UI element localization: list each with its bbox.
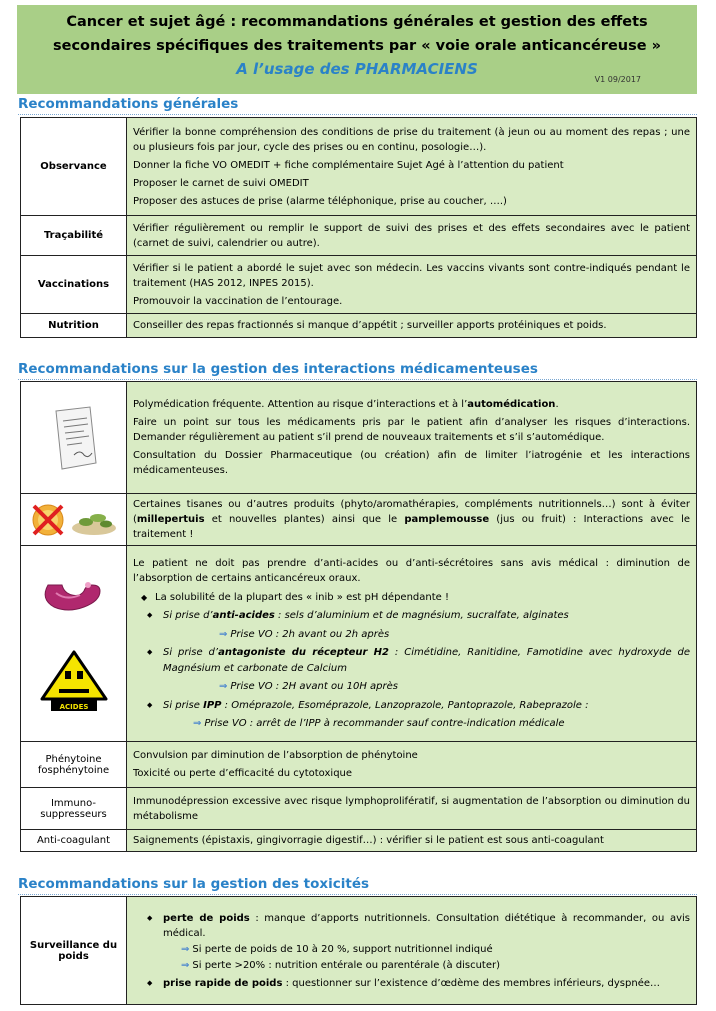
weight-arrow-1: [133, 942, 690, 957]
plants-text: [133, 497, 690, 542]
text: Si perte de poids de 10 à 20 %, support nutritionnel indiqué: [192, 943, 493, 955]
text: Polymédication fréquente. Attention au risque d’interactions et à l’: [133, 399, 468, 410]
label-immuno: [21, 788, 127, 830]
row-nutrition: [21, 314, 697, 338]
row-anticoag: [21, 830, 697, 852]
section-title-toxicities: [18, 876, 369, 892]
text: : manque d’apports nutritionnels. Consultation diététique à recommander, ou avis médical.: [163, 912, 691, 939]
label-tracabilite: Traçabilité: [21, 216, 127, 256]
row-immuno: [21, 788, 697, 830]
nutrition-item: Conseiller des repas fractionnés si manque d’appétit ; surveiller apports protéiniques et poids.: [133, 320, 607, 331]
antacids-arrow-2: [133, 679, 690, 695]
bold-text: millepertuis: [136, 514, 205, 525]
content-tracabilite: [127, 216, 697, 256]
content-plants: [127, 494, 697, 546]
antacids-cell: [21, 546, 127, 742]
antacids-bullet-1: [133, 608, 690, 624]
stomach-icon: [34, 575, 114, 615]
bold-text: antagoniste du récepteur H2: [218, 647, 390, 658]
double-arrow-icon: ⇒: [219, 681, 228, 692]
interactions-table: [20, 381, 697, 852]
content-vaccinations: [127, 256, 697, 314]
row-observance: [21, 118, 697, 216]
label-observance: Observance: [21, 118, 127, 216]
acid-warning-icon: [39, 649, 109, 713]
title-line-1: Cancer et sujet âgé : recommandations générales et gestion des effets: [66, 14, 648, 30]
section-title-text: Recommandations sur la gestion des toxicités: [18, 876, 370, 892]
weight-arrow-2: [133, 958, 690, 973]
text: : questionner sur l’existence d’œdème des membres inférieurs, dyspnée…: [282, 977, 660, 989]
text: Si prise d’: [163, 647, 219, 658]
label-line: fosphénytoine: [37, 764, 110, 776]
section-underline: [18, 894, 697, 895]
double-arrow-icon: ⇒: [219, 628, 228, 640]
row-plants: [21, 494, 697, 546]
label-weight: [21, 897, 127, 1005]
antacids-bullet-3: [133, 698, 690, 714]
row-polymedication: [21, 382, 697, 494]
content-nutrition: [127, 314, 697, 338]
section-title-general: [18, 96, 238, 112]
polymedication-p3: Consultation du Dossier Pharmaceutique (ou création) afin de limiter l’iatrogénie et les interactions médicamenteuses.: [133, 450, 690, 476]
text: : Oméprazole, Esoméprazole, Lanzoprazole, Pantoprazole, Rabeprazole :: [221, 699, 589, 711]
text: .: [555, 399, 559, 410]
section-underline: [18, 379, 697, 380]
bold-text: automédication: [467, 399, 556, 410]
text: : Cimétidine, Ranitidine, Famotidine avec hydroxyde de Magnésium et carbonate de Calcium: [163, 647, 691, 674]
double-arrow-icon: ⇒: [181, 959, 190, 971]
double-arrow-icon: ⇒: [181, 943, 190, 955]
content-antacids: [127, 546, 697, 742]
text: Prise VO : 2h avant ou 2h après: [230, 628, 390, 640]
antacids-arrow-3: [133, 716, 690, 732]
no-herbal-products-icon: [26, 500, 122, 540]
section-title-text: Recommandations générales: [18, 96, 239, 112]
tracabilite-item: Vérifier régulièrement ou remplir le support de suivi des prises et des effets secondaires avec le patient (carnet de suivi, calendrier ou autre).: [133, 222, 690, 249]
weight-loss: [133, 911, 690, 941]
text: : sels d’aluminium et de magnésium, sucralfate, alginates: [274, 610, 569, 621]
prescription-cell: [21, 382, 127, 494]
observance-item: Proposer le carnet de suivi OMEDIT: [133, 177, 309, 189]
text: Si prise d’: [163, 610, 213, 621]
weight-gain: [133, 976, 690, 991]
double-arrow-icon: ⇒: [193, 718, 202, 729]
content-anticoag: [127, 830, 697, 852]
bold-text: anti-acides: [212, 610, 275, 621]
text: et nouvelles plantes) ainsi que le: [204, 514, 405, 525]
antacids-arrow-1: [133, 627, 690, 643]
content-polymedication: [127, 382, 697, 494]
polymedication-p1: [133, 397, 690, 412]
polymedication-p2: Faire un point sur tous les médicaments pris par le patient afin d’analyser les risques d’interactions. Demander régulièrement au patient s’il prend de nouveaux traitements et s’il s’automédique.: [133, 417, 690, 443]
label-phenytoine: [21, 742, 127, 788]
label-line: suppresseurs: [40, 808, 107, 820]
bold-text: IPP: [203, 699, 222, 711]
title-line-2: secondaires spécifiques des traitements par « voie orale anticancéreuse »: [52, 38, 661, 54]
row-tracabilite: [21, 216, 697, 256]
label-line: Surveillance du: [29, 939, 118, 951]
toxicities-table: [20, 896, 697, 1005]
row-phenytoine: [21, 742, 697, 788]
text: Certaines tisanes ou d’autres produits (phyto/aromathérapies, compléments nutritionnels…) sont à éviter (: [133, 499, 690, 525]
acid-sign-text: ACIDES: [59, 702, 88, 711]
content-observance: [127, 118, 697, 216]
section-title-text: Recommandations sur la gestion des interactions médicamenteuses: [18, 361, 538, 377]
general-table: [20, 117, 697, 338]
phenytoine-item: Toxicité ou perte d’efficacité du cytotoxique: [133, 768, 353, 779]
document-header: [17, 5, 697, 94]
row-vaccinations: [21, 256, 697, 314]
label-line: Phénytoine: [45, 753, 102, 765]
text: Si prise: [163, 699, 204, 711]
text: Prise VO : arrêt de l’IPP à recommander sauf contre-indication médicale: [204, 718, 565, 729]
bold-text: perte de poids: [163, 912, 250, 924]
row-weight: [21, 897, 697, 1005]
label-vaccinations: Vaccinations: [21, 256, 127, 314]
observance-item: Donner la fiche VO OMEDIT + fiche complémentaire Sujet Agé à l’attention du patient: [133, 159, 564, 171]
label-line: Immuno-: [50, 797, 97, 809]
observance-item: Proposer des astuces de prise (alarme téléphonique, prise au coucher, ….): [133, 195, 507, 207]
label-anticoag: Anti-coagulant: [21, 830, 127, 852]
anticoag-text: Saignements (épistaxis, gingivorragie digestif…) : vérifier si le patient est sous anti-coagulant: [133, 835, 604, 846]
observance-item: Vérifier la bonne compréhension des conditions de prise du traitement (à jeun ou au moment des repas ; une ou plusieurs fois par jour, cycle des prises ou en continu, posologie…).: [133, 126, 690, 153]
row-antacids: [21, 546, 697, 742]
text: Prise VO : 2H avant ou 10H après: [230, 681, 398, 692]
immuno-text: Immunodépression excessive avec risque lymphoprolifératif, si augmentation de l’absorption ou diminution du métabolisme: [133, 795, 690, 822]
antacids-bullet-2: [133, 645, 690, 676]
plants-cell: [21, 494, 127, 546]
section-underline: [18, 114, 697, 115]
text: (jus ou fruit) : Interactions avec le traitement !: [133, 514, 691, 540]
prescription-paper-icon: [44, 403, 104, 473]
bold-text: prise rapide de poids: [163, 977, 283, 989]
vaccinations-item: Vérifier si le patient a abordé le sujet avec son médecin. Les vaccins vivants sont contre-indiqués pendant le traitement (HAS 2012, INPES 2015).: [133, 262, 690, 289]
vaccinations-item: Promouvoir la vaccination de l’entourage.: [133, 295, 343, 307]
phenytoine-item: Convulsion par diminution de l’absorption de phénytoine: [133, 750, 418, 761]
content-immuno: [127, 788, 697, 830]
version-label: V1 09/2017: [594, 75, 641, 84]
label-nutrition: Nutrition: [21, 314, 127, 338]
text: Si perte >20% : nutrition entérale ou parentérale (à discuter): [192, 959, 501, 971]
content-weight: [127, 897, 697, 1005]
content-phenytoine: [127, 742, 697, 788]
subtitle: A l’usage des PHARMACIENS: [236, 60, 478, 78]
bold-text: pamplemousse: [404, 514, 490, 525]
antacids-intro: Le patient ne doit pas prendre d’anti-acides ou d’anti-sécrétoires sans avis médical : diminution de l’absorption de certains anticancéreux oraux.: [133, 557, 690, 584]
label-line: poids: [58, 950, 89, 962]
antacids-solubility: ◆ La solubilité de la plupart des « inib » est pH dépendante !: [133, 590, 690, 606]
section-title-interactions: [18, 361, 538, 377]
